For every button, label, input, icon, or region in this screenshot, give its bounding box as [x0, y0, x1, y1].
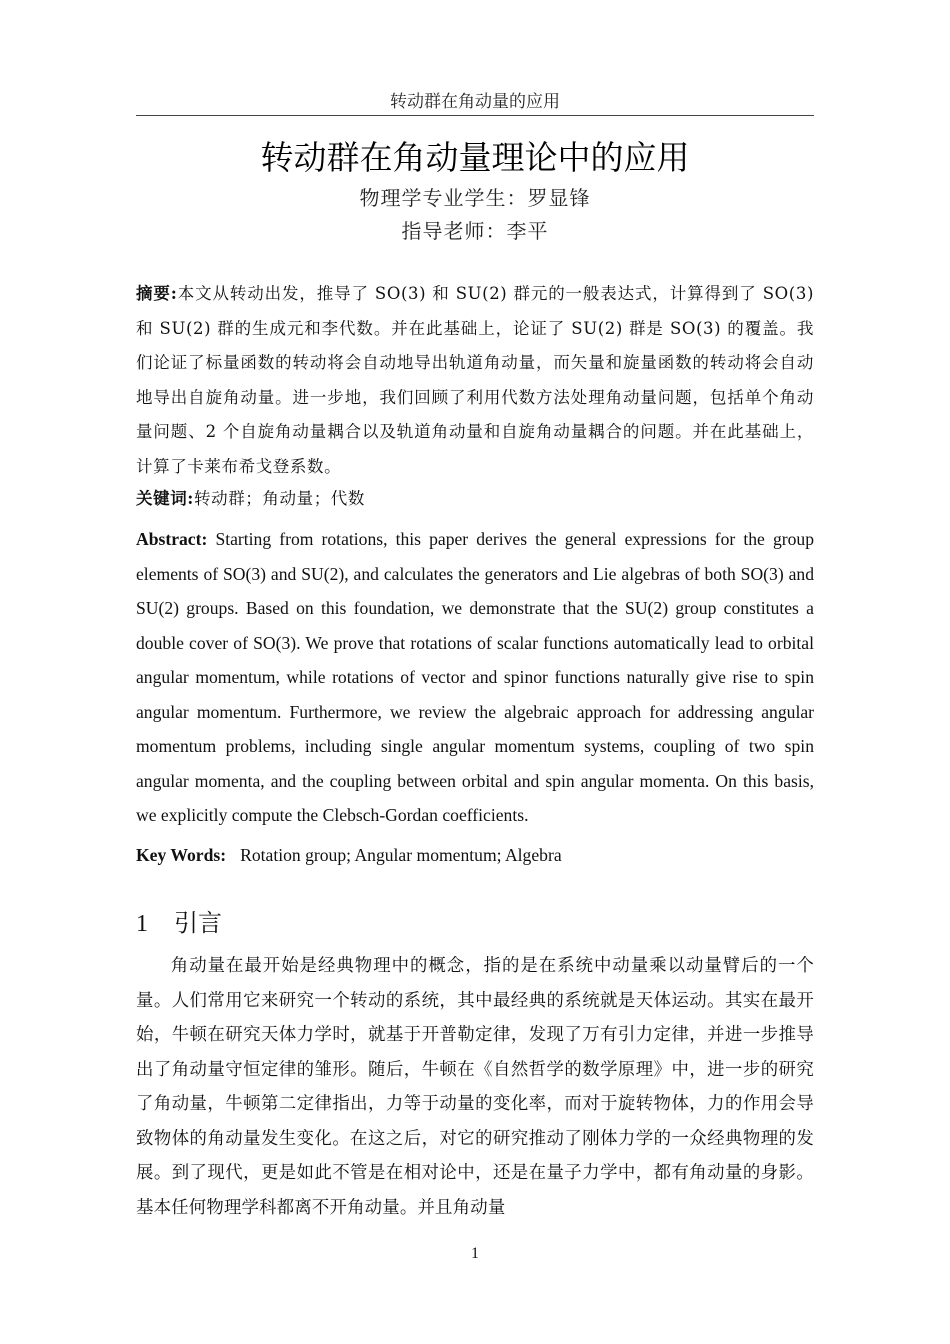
- abstract-cn: [136, 277, 814, 484]
- abstract-en-label: Abstract:: [136, 529, 208, 549]
- keywords-en-label: Key Words:: [136, 845, 227, 865]
- section-title: 引言: [174, 909, 222, 937]
- paper-title: 转动群在角动量理论中的应用: [260, 138, 690, 177]
- keywords-cn: [136, 484, 814, 514]
- page-number: 1: [471, 1245, 479, 1262]
- keywords-cn-text: 转动群；角动量；代数: [194, 489, 365, 508]
- abstract-en: [136, 522, 814, 833]
- header-rule: [136, 115, 814, 116]
- body-paragraph: 角动量在最开始是经典物理中的概念，指的是在系统中动量乘以动量臂后的一个量。人们常用它来研究一个转动的系统，其中最经典的系统就是天体运动。其实在最开始，牛顿在研究天体力学时，就基于开普勒定律，发现了万有引力定律，并进一步推导出了角动量守恒定律的雏形。随后，牛顿在《自然哲学的数学原理》中，进一步的研究了角动量，牛顿第二定律指出，力等于动量的变化率，而对于旋转物体，力的作用会导致物体的角动量发生变化。在这之后，对它的研究推动了刚体力学的一众经典物理的发展。到了现代，更是如此不管是在相对论中，还是在量子力学中，都有角动量的身影。基本任何物理学科都离不开角动量。并且角动量: [136, 956, 814, 1218]
- section-heading: [136, 905, 814, 942]
- abstract-cn-text: 本文从转动出发，推导了 SO(3) 和 SU(2) 群元的一般表达式，计算得到了 SO(3) 和 SU(2) 群的生成元和李代数。并在此基础上，论证了 SU(2) 群是 SO(3) 的覆盖。我们论证了标量函数的转动将会自动地导出轨道角动量，而矢量和旋量函数的转动将会自动地导出自旋角动量。进一步地，我们回顾了利用代数方法处理角动量问题，包括单个角动量问题、2 个自旋角动量耦合以及轨道角动量和自旋角动量耦合的问题。并在此基础上，计算了卡莱布希戈登系数。: [136, 284, 814, 476]
- running-header: 转动群在角动量的应用: [390, 92, 560, 112]
- keywords-en-text: Rotation group; Angular momentum; Algebra: [240, 845, 562, 865]
- keywords-en: [136, 840, 814, 870]
- section-number: 1: [136, 911, 148, 937]
- abstract-cn-label: 摘要:: [136, 284, 178, 303]
- advisor-line: 指导老师：李平: [401, 219, 549, 243]
- keywords-cn-label: 关键词:: [136, 489, 194, 508]
- abstract-en-text: Starting from rotations, this paper derives the general expressions for the group elements of SO(3) and SU(2), and calculates the generators and Lie algebras of both SO(3) and SU(2) groups. Based on this foundation, we demonstrate that the SU(2) group constitutes a double cover of SO(3). We prove that rotations of scalar functions automatically lead to orbital angular momentum, while rotations of vector and spinor functions naturally give rise to spin angular momentum. Furthermore, we review the algebraic approach for addressing angular momentum problems, including single angular momentum systems, coupling of two spin angular momenta, and the coupling between orbital and spin angular momenta. On this basis, we explicitly compute the Clebsch-Gordan coefficients.: [136, 529, 814, 825]
- author-line: 物理学专业学生：罗显锋: [359, 186, 591, 210]
